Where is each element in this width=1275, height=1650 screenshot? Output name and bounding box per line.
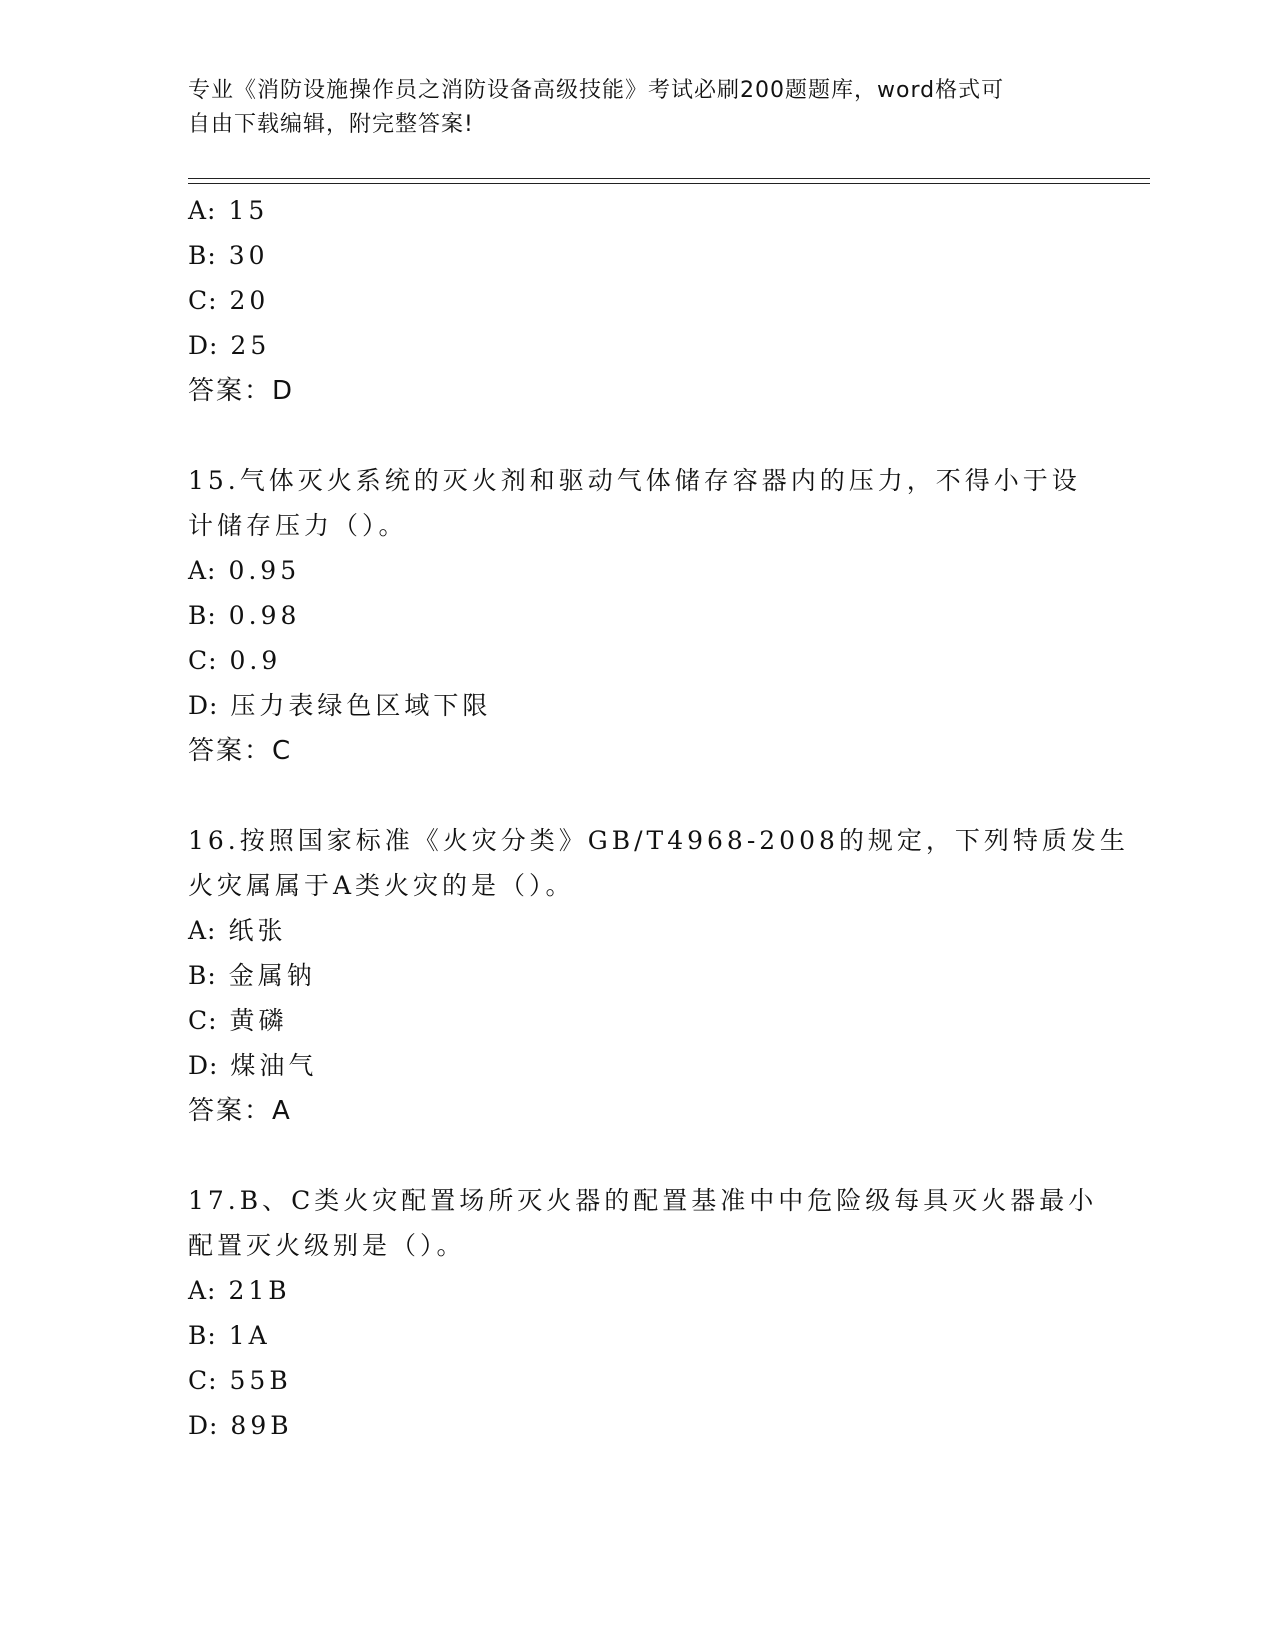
q16-option-b: B: 金属钠 [188,961,316,990]
header-line-1: 专业《消防设施操作员之消防设备高级技能》考试必刷200题题库，word格式可 [188,78,1005,103]
q14-option-c: C: 20 [188,286,270,315]
q16-stem-line-1: 16.按照国家标准《火灾分类》GB/T4968-2008的规定，下列特质发生 [188,826,1129,855]
q16-option-c: C: 黄磷 [188,1006,288,1035]
header-line-2: 自由下载编辑，附完整答案! [188,112,474,137]
q14-option-d: D: 25 [188,331,271,360]
q15-option-d: D: 压力表绿色区域下限 [188,691,492,720]
header-divider-bottom [188,183,1150,184]
q14-option-b: B: 30 [188,241,269,270]
q14-answer: 答案：D [188,376,295,406]
q15-option-c: C: 0.9 [188,646,282,675]
q15-option-b: B: 0.98 [188,601,301,630]
q16-answer: 答案：A [188,1096,292,1126]
q15-stem-line-2: 计储存压力（）。 [188,511,408,540]
q15-answer: 答案：C [188,736,293,766]
q15-option-a: A: 0.95 [188,556,301,585]
q17-stem-line-2: 配置灭火级别是（）。 [188,1231,466,1260]
q16-option-d: D: 煤油气 [188,1051,318,1080]
q17-option-b: B: 1A [188,1321,271,1350]
q17-option-d: D: 89B [188,1411,293,1440]
q17-option-c: C: 55B [188,1366,292,1395]
header-divider-top [188,178,1150,179]
q15-stem-line-1: 15.气体灭火系统的灭火剂和驱动气体储存容器内的压力，不得小于设 [188,466,1081,495]
document-header [188,74,1068,142]
q14-option-a: A: 15 [188,196,269,225]
q16-option-a: A: 纸张 [188,916,287,945]
q16-stem-line-2: 火灾属属于A类火灾的是（）。 [188,871,575,900]
q17-stem-line-1: 17.B、C类火灾配置场所灭火器的配置基准中中危险级每具灭火器最小 [188,1186,1098,1215]
q17-option-a: A: 21B [188,1276,291,1305]
